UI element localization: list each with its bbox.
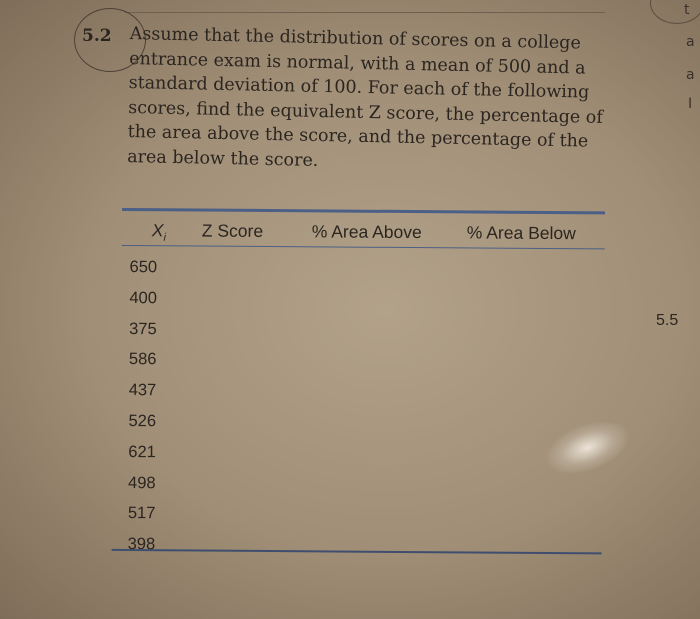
table-row: 498 bbox=[128, 473, 156, 492]
table-row: 398 bbox=[127, 535, 156, 554]
header-area-above: % Area Above bbox=[311, 221, 422, 243]
edge-letter: a bbox=[686, 34, 695, 50]
table-row: 621 bbox=[128, 442, 156, 462]
table-row: 526 bbox=[128, 412, 157, 431]
header-area-below: % Area Below bbox=[466, 222, 576, 244]
table-bottom-rule bbox=[112, 549, 602, 554]
problem-number: 5.2 bbox=[82, 26, 112, 46]
header-xi: $X_i$ bbox=[151, 220, 166, 244]
table-top-rule bbox=[122, 208, 605, 214]
pen-circle-mark bbox=[650, 0, 700, 24]
table-row: 517 bbox=[127, 504, 156, 523]
header-z-score: Z Score bbox=[201, 220, 264, 241]
problem-text: Assume that the distribution of scores on a college entrance exam is normal, with a mean of 500 and a standard deviation of 100. For each of the following scores, find the equivalent Z score, the percentage of the area above the score, and the percentage of the area below the score. bbox=[126, 23, 604, 171]
scores-table bbox=[119, 208, 607, 571]
next-problem-number: 5.5 bbox=[656, 312, 679, 329]
table-row: 650 bbox=[129, 258, 158, 277]
top-rule bbox=[125, 12, 605, 13]
edge-letter: a bbox=[686, 67, 695, 83]
edge-letter: I bbox=[688, 96, 693, 112]
table-row: 400 bbox=[129, 288, 157, 308]
table-row: 375 bbox=[129, 319, 157, 338]
table-row: 437 bbox=[128, 381, 157, 400]
table-body bbox=[128, 252, 158, 560]
table-header-rule bbox=[122, 245, 605, 249]
edge-letter: t bbox=[684, 2, 690, 18]
table-row: 586 bbox=[128, 350, 157, 369]
